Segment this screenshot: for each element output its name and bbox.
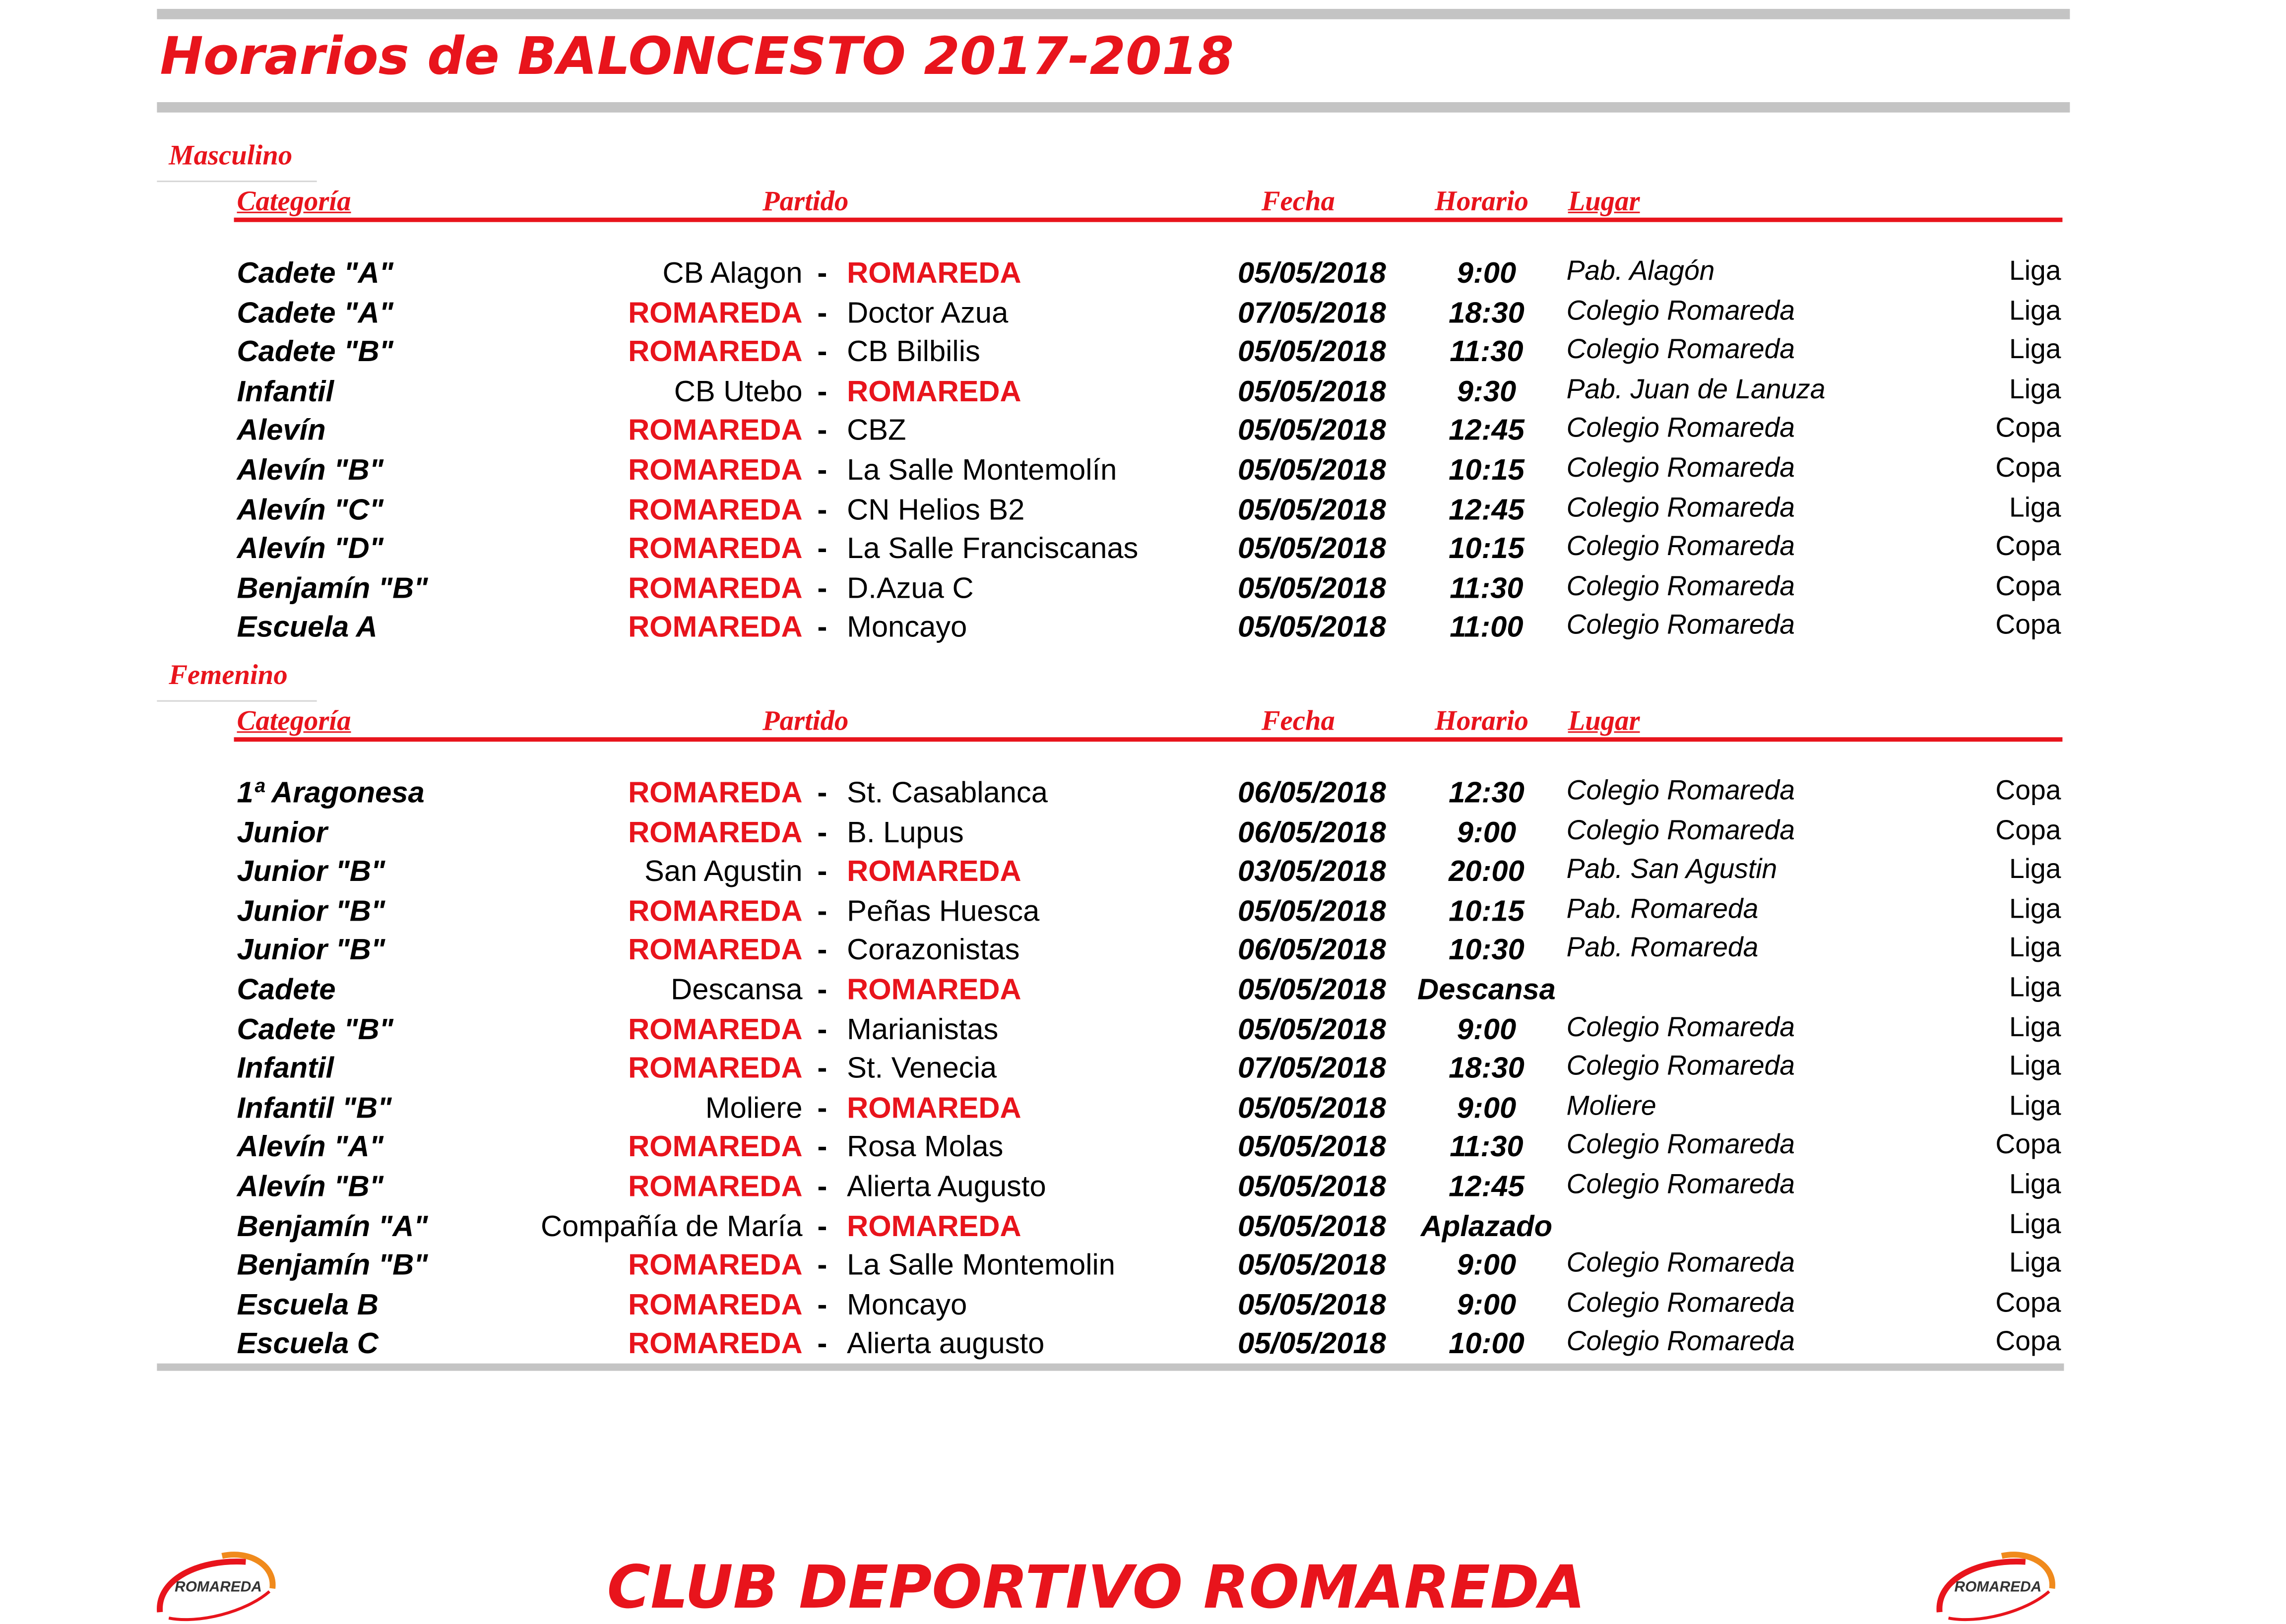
- category-cell: Infantil: [237, 1053, 334, 1086]
- competition-cell: Copa: [1995, 1286, 2061, 1317]
- date-cell: 05/05/2018: [1238, 1013, 1386, 1046]
- home-team-cell: ROMAREDA: [628, 572, 803, 606]
- time-cell: 18:30: [1449, 297, 1524, 330]
- competition-cell: Liga: [2009, 1050, 2061, 1081]
- time-cell: 12:45: [1449, 494, 1524, 527]
- category-cell: Escuela A: [237, 612, 378, 645]
- match-separator: -: [817, 257, 827, 290]
- section-label-femenino: Femenino: [169, 660, 288, 691]
- time-cell: 10:15: [1449, 895, 1524, 928]
- footer-club-name: CLUB DEPORTIVO ROMAREDA: [607, 1554, 1586, 1623]
- table-row: [0, 932, 2286, 970]
- time-cell: 10:15: [1449, 533, 1524, 566]
- header-horario: Horario: [1434, 706, 1529, 738]
- home-team-cell: Moliere: [705, 1092, 803, 1125]
- time-cell: 12:45: [1449, 1171, 1524, 1204]
- venue-cell: Colegio Romareda: [1566, 569, 1795, 601]
- category-cell: Benjamín "A": [237, 1210, 428, 1243]
- section-underline: [157, 700, 317, 702]
- match-separator: -: [817, 895, 827, 928]
- away-team-cell: Marianistas: [847, 1013, 999, 1046]
- match-separator: -: [817, 533, 827, 566]
- home-team-cell: Compañía de María: [541, 1210, 803, 1243]
- table-row: [0, 853, 2286, 892]
- competition-cell: Copa: [1995, 451, 2061, 483]
- home-team-cell: ROMAREDA: [628, 612, 803, 645]
- competition-cell: Liga: [2009, 1207, 2061, 1239]
- table-row: [0, 1207, 2286, 1246]
- match-separator: -: [817, 777, 827, 810]
- venue-cell: Colegio Romareda: [1566, 1286, 1795, 1317]
- date-cell: 05/05/2018: [1238, 974, 1386, 1007]
- header-horario: Horario: [1434, 187, 1529, 218]
- time-cell: 10:00: [1449, 1328, 1524, 1361]
- home-team-cell: ROMAREDA: [628, 533, 803, 566]
- time-cell: 12:30: [1449, 777, 1524, 810]
- venue-cell: Colegio Romareda: [1566, 1050, 1795, 1081]
- date-cell: 05/05/2018: [1238, 494, 1386, 527]
- table-row: [0, 892, 2286, 931]
- club-logo-right: [1934, 1547, 2058, 1624]
- time-cell: Descansa: [1417, 974, 1556, 1007]
- header-lugar: Lugar: [1568, 187, 1640, 218]
- date-cell: 07/05/2018: [1238, 297, 1386, 330]
- home-team-cell: CB Utebo: [674, 375, 803, 409]
- away-team-cell: Rosa Molas: [847, 1131, 1004, 1164]
- header-lugar: Lugar: [1568, 706, 1640, 738]
- table-row: [0, 254, 2286, 293]
- category-cell: Benjamín "B": [237, 572, 428, 606]
- category-cell: Cadete "B": [237, 1013, 393, 1046]
- date-cell: 05/05/2018: [1238, 1328, 1386, 1361]
- table-row: [0, 451, 2286, 490]
- competition-cell: Liga: [2009, 853, 2061, 884]
- venue-cell: Pab. Alagón: [1566, 254, 1715, 286]
- competition-cell: Liga: [2009, 1168, 2061, 1199]
- venue-cell: Colegio Romareda: [1566, 1325, 1795, 1357]
- match-separator: -: [817, 816, 827, 849]
- section-label-masculino: Masculino: [169, 140, 293, 172]
- venue-cell: Colegio Romareda: [1566, 294, 1795, 325]
- away-team-cell: Alierta augusto: [847, 1328, 1045, 1361]
- home-team-cell: ROMAREDA: [628, 336, 803, 369]
- competition-cell: Copa: [1995, 609, 2061, 640]
- competition-cell: Copa: [1995, 530, 2061, 562]
- category-cell: Junior: [237, 816, 327, 849]
- venue-cell: Pab. Romareda: [1566, 932, 1759, 963]
- table-row: [0, 412, 2286, 451]
- venue-cell: Colegio Romareda: [1566, 1168, 1795, 1199]
- competition-cell: Liga: [2009, 491, 2061, 522]
- time-cell: 11:30: [1450, 1131, 1524, 1164]
- match-separator: -: [817, 1013, 827, 1046]
- home-team-cell: ROMAREDA: [628, 1171, 803, 1204]
- category-cell: Escuela C: [237, 1328, 379, 1361]
- date-cell: 05/05/2018: [1238, 1210, 1386, 1243]
- time-cell: 9:00: [1457, 1092, 1517, 1125]
- match-separator: -: [817, 1249, 827, 1283]
- away-team-cell: St. Casablanca: [847, 777, 1048, 810]
- match-separator: -: [817, 1289, 827, 1322]
- category-cell: Alevín "B": [237, 454, 383, 487]
- home-team-cell: ROMAREDA: [628, 454, 803, 487]
- category-cell: Alevín "C": [237, 494, 383, 527]
- home-team-cell: ROMAREDA: [628, 494, 803, 527]
- away-team-cell: B. Lupus: [847, 816, 964, 849]
- away-team-cell: ROMAREDA: [847, 856, 1021, 889]
- bottom-grey-bar: [157, 1364, 2064, 1371]
- date-cell: 05/05/2018: [1238, 1092, 1386, 1125]
- away-team-cell: Moncayo: [847, 612, 967, 645]
- date-cell: 05/05/2018: [1238, 1289, 1386, 1322]
- match-separator: -: [817, 1171, 827, 1204]
- header-categoria: Categoría: [237, 706, 351, 738]
- table-row: [0, 373, 2286, 411]
- home-team-cell: ROMAREDA: [628, 1013, 803, 1046]
- venue-cell: Pab. San Agustin: [1566, 853, 1778, 884]
- match-separator: -: [817, 612, 827, 645]
- section-underline: [157, 181, 317, 182]
- away-team-cell: Alierta Augusto: [847, 1171, 1046, 1204]
- match-separator: -: [817, 1131, 827, 1164]
- venue-cell: Pab. Juan de Lanuza: [1566, 373, 1826, 404]
- category-cell: Benjamín "B": [237, 1249, 428, 1283]
- match-separator: -: [817, 454, 827, 487]
- away-team-cell: D.Azua C: [847, 572, 974, 606]
- match-separator: -: [817, 974, 827, 1007]
- date-cell: 05/05/2018: [1238, 895, 1386, 928]
- time-cell: 20:00: [1449, 856, 1524, 889]
- venue-cell: Colegio Romareda: [1566, 530, 1795, 562]
- category-cell: Infantil "B": [237, 1092, 392, 1125]
- header-red-rule: [234, 218, 2063, 222]
- category-cell: Cadete "A": [237, 257, 393, 290]
- competition-cell: Copa: [1995, 412, 2061, 443]
- away-team-cell: ROMAREDA: [847, 1210, 1021, 1243]
- table-row: [0, 1325, 2286, 1364]
- home-team-cell: ROMAREDA: [628, 777, 803, 810]
- date-cell: 05/05/2018: [1238, 454, 1386, 487]
- competition-cell: Liga: [2009, 932, 2061, 963]
- table-row: [0, 813, 2286, 852]
- venue-cell: Moliere: [1566, 1089, 1656, 1121]
- header-fecha: Fecha: [1261, 706, 1335, 738]
- venue-cell: Colegio Romareda: [1566, 609, 1795, 640]
- competition-cell: Liga: [2009, 333, 2061, 365]
- date-cell: 06/05/2018: [1238, 935, 1386, 968]
- match-separator: -: [817, 415, 827, 448]
- table-row: [0, 1247, 2286, 1286]
- table-row: [0, 491, 2286, 530]
- away-team-cell: CBZ: [847, 415, 906, 448]
- away-team-cell: ROMAREDA: [847, 1092, 1021, 1125]
- date-cell: 06/05/2018: [1238, 816, 1386, 849]
- time-cell: 11:30: [1450, 572, 1524, 606]
- match-separator: -: [817, 572, 827, 606]
- table-row: [0, 774, 2286, 813]
- competition-cell: Liga: [2009, 254, 2061, 286]
- time-cell: 10:30: [1449, 935, 1524, 968]
- home-team-cell: Descansa: [671, 974, 803, 1007]
- match-separator: -: [817, 1053, 827, 1086]
- category-cell: Infantil: [237, 375, 334, 409]
- venue-cell: Colegio Romareda: [1566, 491, 1795, 522]
- home-team-cell: ROMAREDA: [628, 1053, 803, 1086]
- header-partido: Partido: [762, 187, 849, 218]
- time-cell: 9:00: [1457, 1289, 1517, 1322]
- competition-cell: Copa: [1995, 569, 2061, 601]
- match-separator: -: [817, 1092, 827, 1125]
- date-cell: 06/05/2018: [1238, 777, 1386, 810]
- date-cell: 05/05/2018: [1238, 257, 1386, 290]
- time-cell: Aplazado: [1420, 1210, 1553, 1243]
- away-team-cell: ROMAREDA: [847, 375, 1021, 409]
- competition-cell: Copa: [1995, 1325, 2061, 1357]
- away-team-cell: Corazonistas: [847, 935, 1020, 968]
- category-cell: 1ª Aragonesa: [237, 777, 425, 810]
- logo-text: ROMAREDA: [175, 1578, 262, 1595]
- table-row: [0, 1010, 2286, 1049]
- table-row: [0, 1128, 2286, 1167]
- competition-cell: Liga: [2009, 373, 2061, 404]
- away-team-cell: La Salle Montemolin: [847, 1249, 1115, 1283]
- table-row: [0, 1168, 2286, 1207]
- match-separator: -: [817, 494, 827, 527]
- venue-cell: Colegio Romareda: [1566, 451, 1795, 483]
- venue-cell: Colegio Romareda: [1566, 1128, 1795, 1160]
- competition-cell: Copa: [1995, 774, 2061, 806]
- header-categoria: Categoría: [237, 187, 351, 218]
- category-cell: Junior "B": [237, 856, 385, 889]
- title-grey-bar: [157, 102, 2070, 113]
- table-row: [0, 294, 2286, 333]
- time-cell: 9:00: [1457, 1249, 1517, 1283]
- category-cell: Cadete "A": [237, 297, 393, 330]
- venue-cell: Colegio Romareda: [1566, 774, 1795, 806]
- home-team-cell: ROMAREDA: [628, 895, 803, 928]
- table-row: [0, 1089, 2286, 1128]
- table-row: [0, 1050, 2286, 1089]
- header-partido: Partido: [762, 706, 849, 738]
- match-separator: -: [817, 297, 827, 330]
- venue-cell: Colegio Romareda: [1566, 412, 1795, 443]
- time-cell: 11:00: [1450, 612, 1524, 645]
- away-team-cell: ROMAREDA: [847, 974, 1021, 1007]
- category-cell: Alevín "D": [237, 533, 383, 566]
- match-separator: -: [817, 935, 827, 968]
- competition-cell: Liga: [2009, 892, 2061, 924]
- table-row: [0, 530, 2286, 569]
- venue-cell: Colegio Romareda: [1566, 813, 1795, 845]
- date-cell: 05/05/2018: [1238, 375, 1386, 409]
- table-row: [0, 1286, 2286, 1325]
- away-team-cell: Moncayo: [847, 1289, 967, 1322]
- competition-cell: Liga: [2009, 294, 2061, 325]
- date-cell: 05/05/2018: [1238, 1171, 1386, 1204]
- category-cell: Junior "B": [237, 935, 385, 968]
- home-team-cell: ROMAREDA: [628, 1249, 803, 1283]
- venue-cell: Pab. Romareda: [1566, 892, 1759, 924]
- table-row: [0, 569, 2286, 608]
- logo-text: ROMAREDA: [1954, 1578, 2042, 1595]
- date-cell: 07/05/2018: [1238, 1053, 1386, 1086]
- competition-cell: Copa: [1995, 813, 2061, 845]
- home-team-cell: San Agustin: [644, 856, 803, 889]
- category-cell: Alevín "B": [237, 1171, 383, 1204]
- time-cell: 9:00: [1457, 816, 1517, 849]
- table-row: [0, 971, 2286, 1010]
- date-cell: 05/05/2018: [1238, 533, 1386, 566]
- time-cell: 12:45: [1449, 415, 1524, 448]
- match-separator: -: [817, 375, 827, 409]
- home-team-cell: ROMAREDA: [628, 1328, 803, 1361]
- category-cell: Cadete: [237, 974, 336, 1007]
- date-cell: 05/05/2018: [1238, 612, 1386, 645]
- competition-cell: Liga: [2009, 1010, 2061, 1042]
- competition-cell: Liga: [2009, 971, 2061, 1002]
- away-team-cell: St. Venecia: [847, 1053, 997, 1086]
- match-separator: -: [817, 1210, 827, 1243]
- home-team-cell: ROMAREDA: [628, 816, 803, 849]
- date-cell: 05/05/2018: [1238, 415, 1386, 448]
- home-team-cell: ROMAREDA: [628, 415, 803, 448]
- away-team-cell: CN Helios B2: [847, 494, 1025, 527]
- club-logo-left: [154, 1547, 278, 1624]
- category-cell: Escuela B: [237, 1289, 379, 1322]
- category-cell: Alevín: [237, 415, 326, 448]
- competition-cell: Copa: [1995, 1128, 2061, 1160]
- away-team-cell: ROMAREDA: [847, 257, 1021, 290]
- date-cell: 05/05/2018: [1238, 572, 1386, 606]
- header-fecha: Fecha: [1261, 187, 1335, 218]
- match-separator: -: [817, 856, 827, 889]
- time-cell: 11:30: [1450, 336, 1524, 369]
- match-separator: -: [817, 1328, 827, 1361]
- category-cell: Alevín "A": [237, 1131, 383, 1164]
- date-cell: 05/05/2018: [1238, 1249, 1386, 1283]
- home-team-cell: ROMAREDA: [628, 935, 803, 968]
- page-title: Horarios de BALONCESTO 2017-2018: [160, 28, 1234, 88]
- competition-cell: Liga: [2009, 1247, 2061, 1278]
- match-separator: -: [817, 336, 827, 369]
- home-team-cell: ROMAREDA: [628, 1289, 803, 1322]
- category-cell: Cadete "B": [237, 336, 393, 369]
- away-team-cell: Peñas Huesca: [847, 895, 1040, 928]
- home-team-cell: ROMAREDA: [628, 297, 803, 330]
- date-cell: 05/05/2018: [1238, 1131, 1386, 1164]
- away-team-cell: Doctor Azua: [847, 297, 1009, 330]
- venue-cell: Colegio Romareda: [1566, 1247, 1795, 1278]
- table-row: [0, 333, 2286, 372]
- category-cell: Junior "B": [237, 895, 385, 928]
- top-grey-bar: [157, 9, 2070, 19]
- away-team-cell: La Salle Franciscanas: [847, 533, 1139, 566]
- away-team-cell: La Salle Montemolín: [847, 454, 1117, 487]
- time-cell: 18:30: [1449, 1053, 1524, 1086]
- venue-cell: Colegio Romareda: [1566, 1010, 1795, 1042]
- time-cell: 10:15: [1449, 454, 1524, 487]
- away-team-cell: CB Bilbilis: [847, 336, 980, 369]
- home-team-cell: ROMAREDA: [628, 1131, 803, 1164]
- header-red-rule: [234, 737, 2063, 742]
- time-cell: 9:00: [1457, 1013, 1517, 1046]
- home-team-cell: CB Alagon: [662, 257, 803, 290]
- venue-cell: Colegio Romareda: [1566, 333, 1795, 365]
- table-row: [0, 609, 2286, 648]
- time-cell: 9:00: [1457, 257, 1517, 290]
- time-cell: 9:30: [1457, 375, 1517, 409]
- date-cell: 05/05/2018: [1238, 336, 1386, 369]
- competition-cell: Liga: [2009, 1089, 2061, 1121]
- date-cell: 03/05/2018: [1238, 856, 1386, 889]
